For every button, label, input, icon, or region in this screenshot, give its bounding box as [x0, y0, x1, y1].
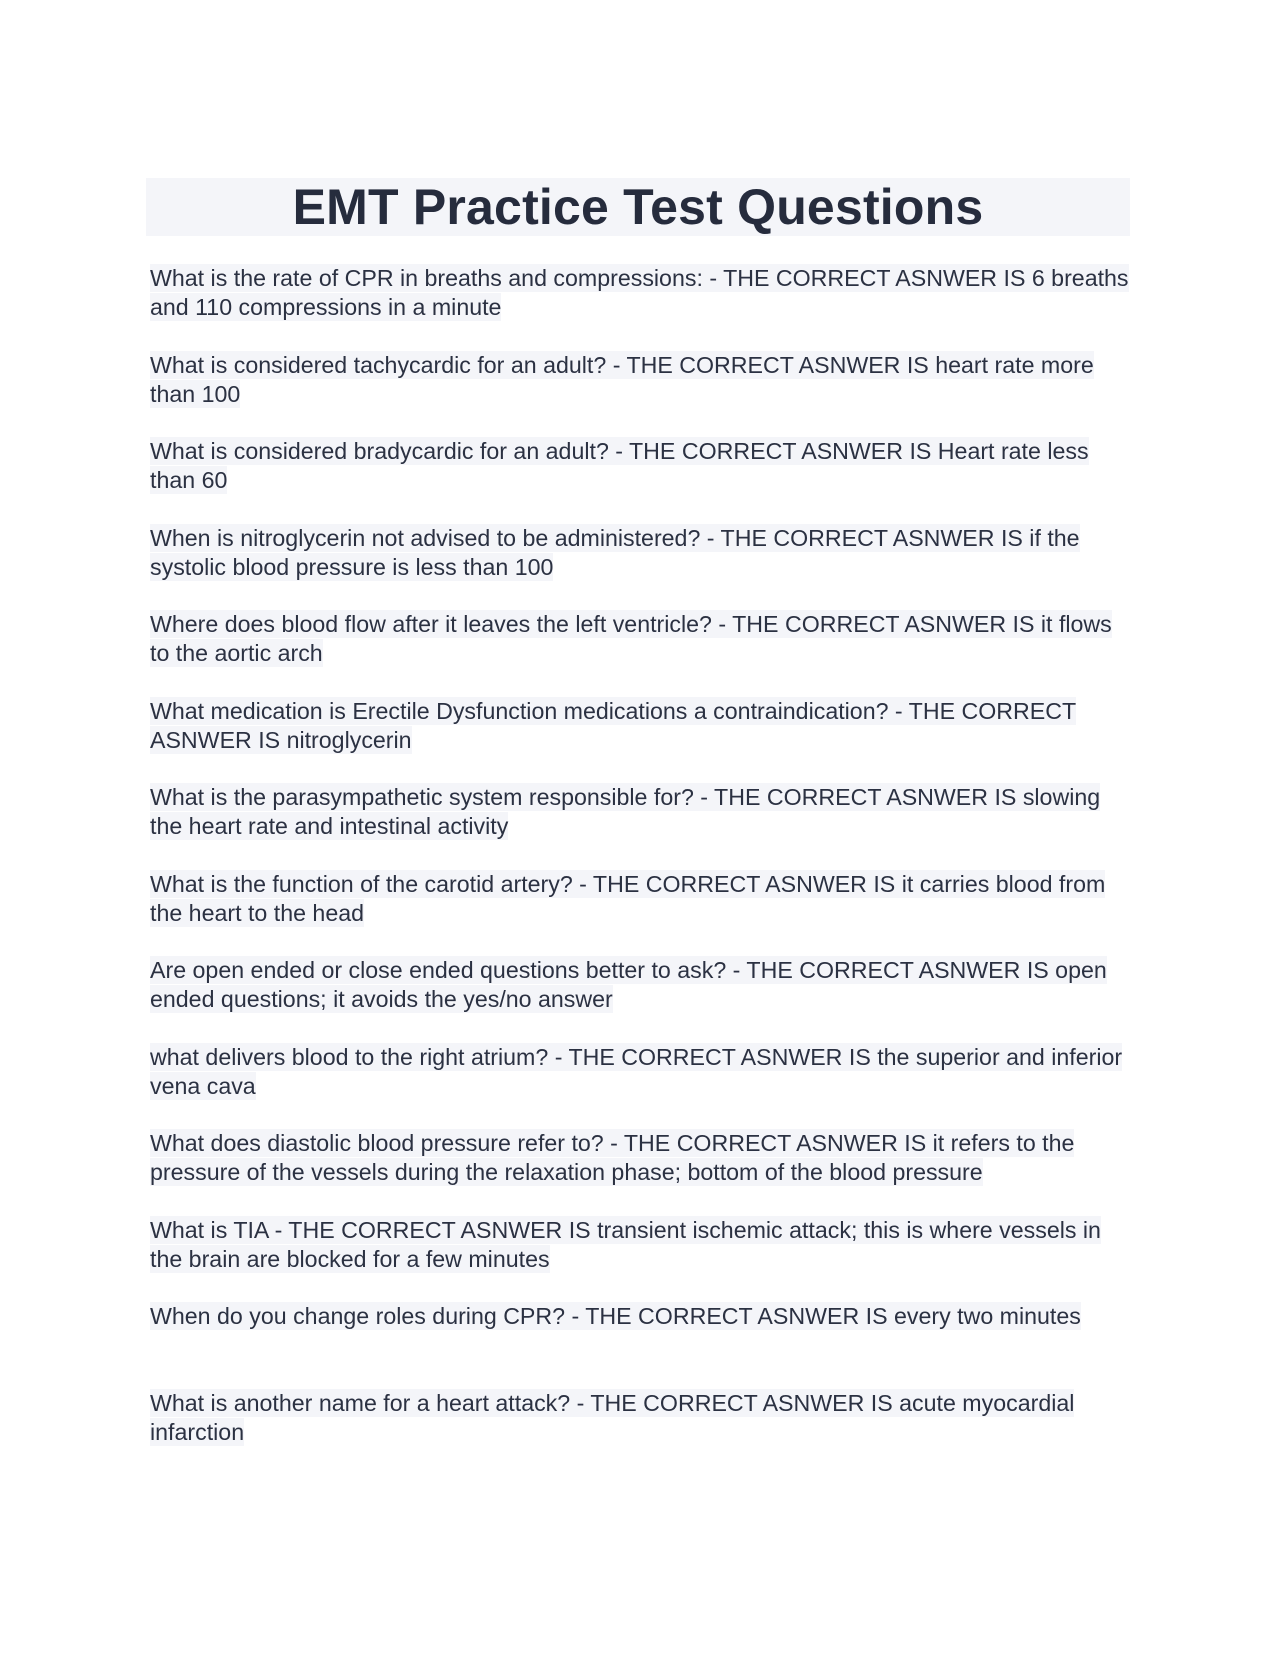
- list-item: [150, 524, 1130, 582]
- list-item: [150, 437, 1130, 495]
- list-item: [150, 697, 1130, 755]
- question-answer-text: When is nitroglycerin not advised to be administered? - THE CORRECT ASNWER IS if the systolic blood pressure is less than 100: [150, 524, 1080, 580]
- question-answer-text: What is considered bradycardic for an adult? - THE CORRECT ASNWER IS Heart rate less than 60: [150, 438, 1089, 493]
- list-item: [150, 1389, 1130, 1447]
- list-item: [150, 1043, 1130, 1101]
- list-item: [150, 1129, 1130, 1187]
- list-item: [150, 783, 1130, 841]
- question-answer-text: What does diastolic blood pressure refer to? - THE CORRECT ASNWER IS it refers to the pressure of the vessels during the relaxation phase; bottom of the blood pressure: [150, 1130, 1075, 1185]
- question-answer-text: Are open ended or close ended questions better to ask? - THE CORRECT ASNWER IS open ended questions; it avoids the yes/no answer: [150, 957, 1107, 1012]
- question-answer-text: What is the parasympathetic system responsible for? - THE CORRECT ASNWER IS slowing the heart rate and intestinal activity: [150, 784, 1101, 839]
- question-answer-text: What medication is Erectile Dysfunction medications a contraindication? - THE CORRECT ASNWER IS nitroglycerin: [150, 697, 1077, 753]
- page-title: EMT Practice Test Questions: [292, 179, 984, 235]
- list-item: [150, 956, 1130, 1014]
- question-answer-text: When do you change roles during CPR? - THE CORRECT ASNWER IS every two minutes: [150, 1303, 1081, 1329]
- question-answer-text: Where does blood flow after it leaves the left ventricle? - THE CORRECT ASNWER IS it flows to the aortic arch: [150, 611, 1112, 666]
- question-answer-text: What is the function of the carotid artery? - THE CORRECT ASNWER IS it carries blood from the heart to the head: [150, 870, 1106, 926]
- list-item: [150, 264, 1130, 322]
- question-list: [150, 264, 1130, 1475]
- question-answer-text: What is TIA - THE CORRECT ASNWER IS transient ischemic attack; this is where vessels in the brain are blocked for a few minutes: [150, 1216, 1101, 1272]
- question-answer-text: What is another name for a heart attack? - THE CORRECT ASNWER IS acute myocardial infarction: [150, 1389, 1075, 1445]
- list-item: [150, 1216, 1130, 1274]
- list-item: [150, 351, 1130, 409]
- list-item: [150, 1302, 1130, 1360]
- question-answer-text: what delivers blood to the right atrium? - THE CORRECT ASNWER IS the superior and inferior vena cava: [150, 1043, 1123, 1099]
- list-item: [150, 610, 1130, 668]
- question-answer-text: What is considered tachycardic for an adult? - THE CORRECT ASNWER IS heart rate more than 100: [150, 351, 1094, 407]
- list-item: [150, 870, 1130, 928]
- title-banner: [146, 178, 1130, 236]
- question-answer-text: What is the rate of CPR in breaths and compressions: - THE CORRECT ASNWER IS 6 breaths and 110 compressions in a minute: [150, 265, 1129, 320]
